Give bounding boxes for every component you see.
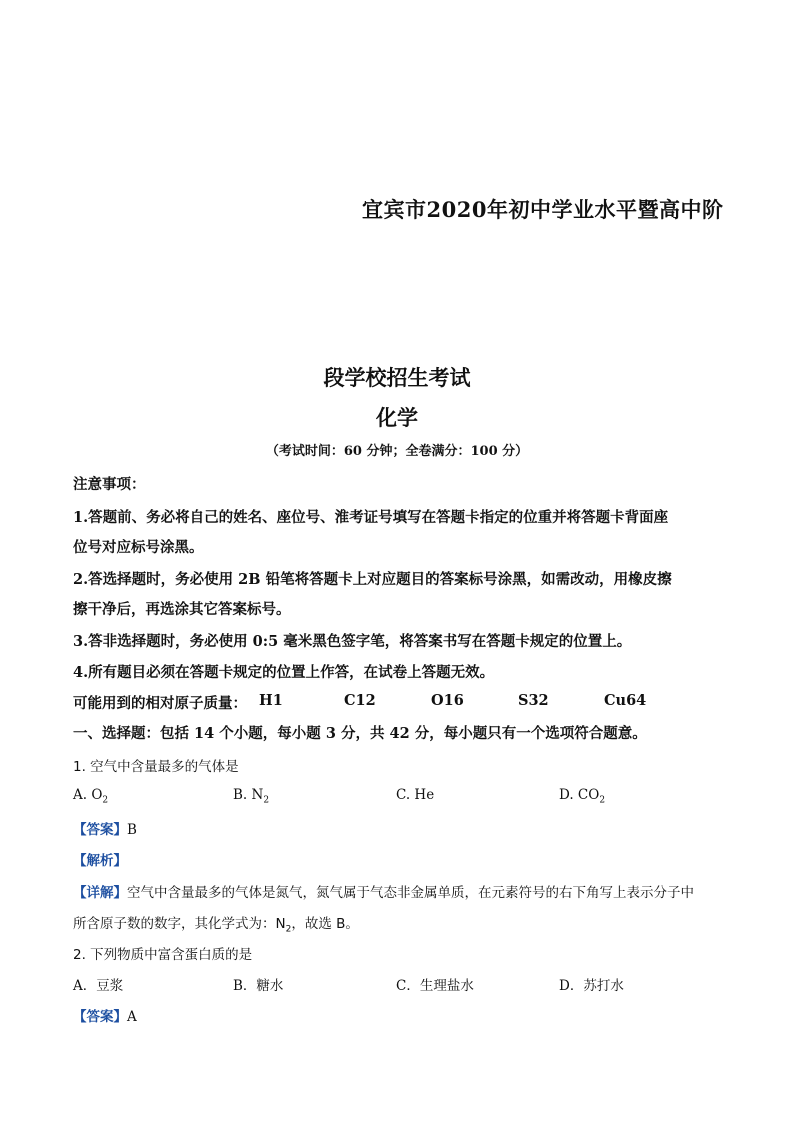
detail-subscript: 2 (285, 924, 292, 935)
option-a-text: A. O (73, 787, 103, 803)
atomic-mass-c: C12 (344, 692, 376, 709)
atomic-mass-cu: Cu64 (604, 692, 647, 709)
option-d: D．苏打水 (559, 978, 624, 994)
exam-info: （考试时间：60 分钟；全卷满分：100 分） (265, 444, 529, 459)
notice-heading: 注意事项： (73, 476, 146, 493)
notice-item-2a: 2.答选择题时，务必使用 2B 铅笔将答题卡上对应题目的答案标号涂黑，如需改动，用橡皮擦 (73, 571, 672, 588)
atomic-mass-label: 可能用到的相对原子质量： (73, 695, 247, 712)
option-a (73, 787, 108, 806)
page-title-line1: 宜宾市2020年初中学业水平暨高中阶 (362, 197, 724, 222)
option-d-text: D. CO (559, 787, 600, 803)
answer-tag: 【答案】 (73, 822, 127, 838)
option-a-subscript: 2 (102, 795, 109, 806)
analysis-tag: 【解析】 (73, 853, 127, 869)
question-stem: 2. 下列物质中富含蛋白质的是 (73, 947, 253, 963)
answer-value: A (127, 1009, 137, 1025)
answer-line (73, 818, 137, 838)
detail-line-2 (73, 912, 359, 935)
detail-line-1 (73, 881, 694, 901)
atomic-mass-h: H1 (259, 692, 283, 709)
atomic-mass-s: S32 (518, 692, 549, 709)
notice-item-2b: 擦干净后，再选涂其它答案标号。 (73, 601, 291, 618)
notice-item-4: 4.所有题目必须在答题卡规定的位置上作答，在试卷上答题无效。 (73, 664, 495, 681)
notice-item-3: 3.答非选择题时，务必使用 0:5 毫米黑色签字笔，将答案书写在答题卡规定的位置上。 (73, 633, 632, 650)
detail-text-2-end: ，故选 B。 (291, 916, 359, 932)
page-title-line2: 段学校招生考试 (323, 365, 471, 390)
option-b: B．糖水 (233, 978, 284, 994)
detail-tag: 【详解】 (73, 885, 127, 901)
detail-text-2: 所含原子数的数字，其化学式为：N (73, 916, 286, 932)
option-d-subscript: 2 (599, 795, 606, 806)
atomic-mass-o: O16 (431, 692, 464, 709)
answer-line (73, 1005, 137, 1025)
answer-value: B (127, 822, 137, 838)
detail-text-1: 空气中含量最多的气体是氮气，氮气属于气态非金属单质，在元素符号的右下角写上表示分子中 (127, 885, 694, 901)
question-stem: 1. 空气中含量最多的气体是 (73, 759, 239, 775)
option-c: C．生理盐水 (396, 978, 474, 994)
option-c: C. He (396, 787, 435, 803)
subject-title: 化学 (376, 405, 418, 430)
option-b (233, 787, 269, 806)
notice-item-1b: 位号对应标号涂黑。 (73, 539, 204, 556)
option-b-text: B. N (233, 787, 264, 803)
option-b-subscript: 2 (263, 795, 270, 806)
notice-item-1a: 1.答题前、务必将自己的姓名、座位号、淮考证号填写在答题卡指定的位重并将答题卡背面座 (73, 509, 669, 526)
option-d (559, 787, 605, 806)
section-heading: 一、选择题：包括 14 个小题，每小题 3 分，共 42 分，每小题只有一个选项符合题意。 (73, 725, 647, 742)
answer-tag: 【答案】 (73, 1009, 127, 1025)
option-a: A．豆浆 (73, 978, 124, 994)
